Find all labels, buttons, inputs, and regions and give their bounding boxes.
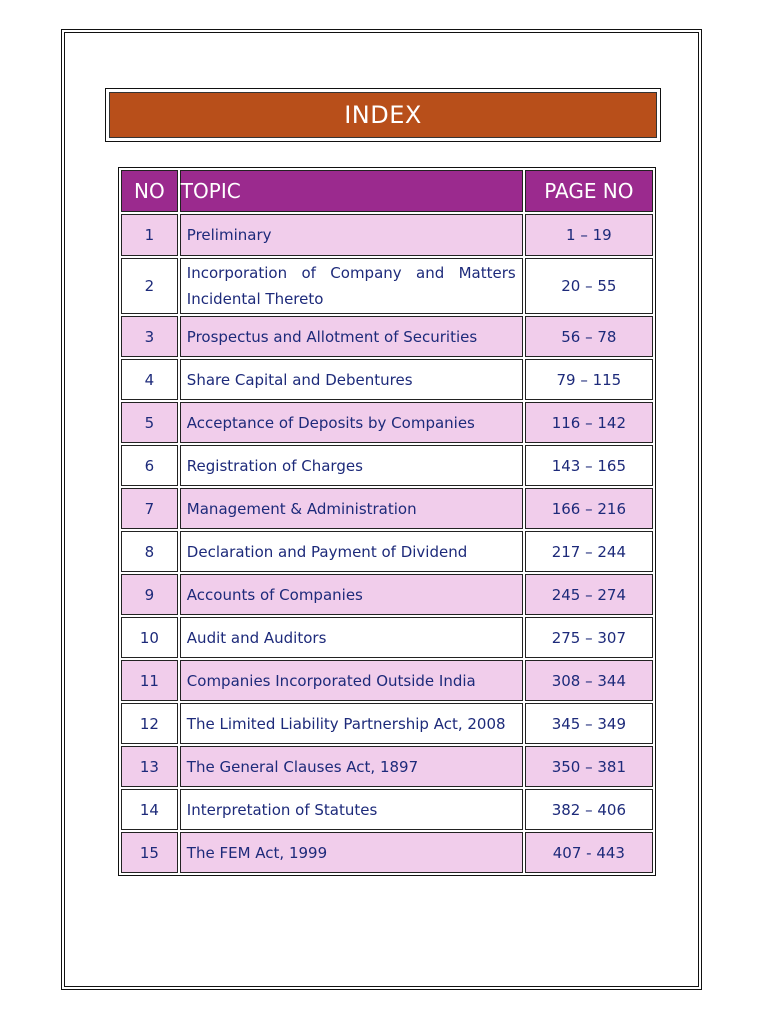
row-pages: 407 - 443 xyxy=(525,832,653,873)
row-pages: 217 – 244 xyxy=(525,531,653,572)
table-header-row xyxy=(121,170,653,212)
row-no: 8 xyxy=(121,531,178,572)
row-pages: 166 – 216 xyxy=(525,488,653,529)
header-no: NO xyxy=(121,170,178,212)
table-row xyxy=(121,574,653,615)
row-pages: 382 – 406 xyxy=(525,789,653,830)
row-pages: 79 – 115 xyxy=(525,359,653,400)
row-topic: Management & Administration xyxy=(180,488,523,529)
row-topic: Registration of Charges xyxy=(180,445,523,486)
row-pages: 143 – 165 xyxy=(525,445,653,486)
row-topic: The General Clauses Act, 1897 xyxy=(180,746,523,787)
row-pages: 308 – 344 xyxy=(525,660,653,701)
table-row xyxy=(121,214,653,256)
row-no: 6 xyxy=(121,445,178,486)
row-no: 7 xyxy=(121,488,178,529)
row-topic: Incorporation of Company and Matters Incidental Thereto xyxy=(180,258,523,314)
row-pages: 56 – 78 xyxy=(525,316,653,357)
row-no: 3 xyxy=(121,316,178,357)
table-row xyxy=(121,531,653,572)
row-pages: 245 – 274 xyxy=(525,574,653,615)
row-pages: 345 – 349 xyxy=(525,703,653,744)
row-no: 1 xyxy=(121,214,178,256)
table-row xyxy=(121,617,653,658)
table-row xyxy=(121,832,653,873)
row-topic: The Limited Liability Partnership Act, 2008 xyxy=(180,703,523,744)
table-row xyxy=(121,359,653,400)
table-row xyxy=(121,258,653,314)
index-title: INDEX xyxy=(109,92,657,138)
index-title-bar xyxy=(105,88,661,142)
header-topic: TOPIC xyxy=(180,170,523,212)
row-no: 5 xyxy=(121,402,178,443)
row-no: 9 xyxy=(121,574,178,615)
row-topic: Interpretation of Statutes xyxy=(180,789,523,830)
row-pages: 350 – 381 xyxy=(525,746,653,787)
row-no: 10 xyxy=(121,617,178,658)
table-row xyxy=(121,789,653,830)
row-topic: Preliminary xyxy=(180,214,523,256)
table-row xyxy=(121,703,653,744)
row-topic: Declaration and Payment of Dividend xyxy=(180,531,523,572)
table-row xyxy=(121,746,653,787)
row-no: 11 xyxy=(121,660,178,701)
index-table xyxy=(118,167,656,876)
row-pages: 116 – 142 xyxy=(525,402,653,443)
header-page-no: PAGE NO xyxy=(525,170,653,212)
row-pages: 1 – 19 xyxy=(525,214,653,256)
row-topic: Companies Incorporated Outside India xyxy=(180,660,523,701)
row-topic: Accounts of Companies xyxy=(180,574,523,615)
row-topic: Share Capital and Debentures xyxy=(180,359,523,400)
table-row xyxy=(121,488,653,529)
table-row xyxy=(121,402,653,443)
row-no: 14 xyxy=(121,789,178,830)
table-row xyxy=(121,316,653,357)
row-topic: Prospectus and Allotment of Securities xyxy=(180,316,523,357)
row-topic: Audit and Auditors xyxy=(180,617,523,658)
row-no: 4 xyxy=(121,359,178,400)
row-topic: Acceptance of Deposits by Companies xyxy=(180,402,523,443)
table-row xyxy=(121,445,653,486)
row-no: 2 xyxy=(121,258,178,314)
row-no: 12 xyxy=(121,703,178,744)
row-topic: The FEM Act, 1999 xyxy=(180,832,523,873)
row-no: 15 xyxy=(121,832,178,873)
row-no: 13 xyxy=(121,746,178,787)
row-pages: 275 – 307 xyxy=(525,617,653,658)
row-pages: 20 – 55 xyxy=(525,258,653,314)
table-row xyxy=(121,660,653,701)
